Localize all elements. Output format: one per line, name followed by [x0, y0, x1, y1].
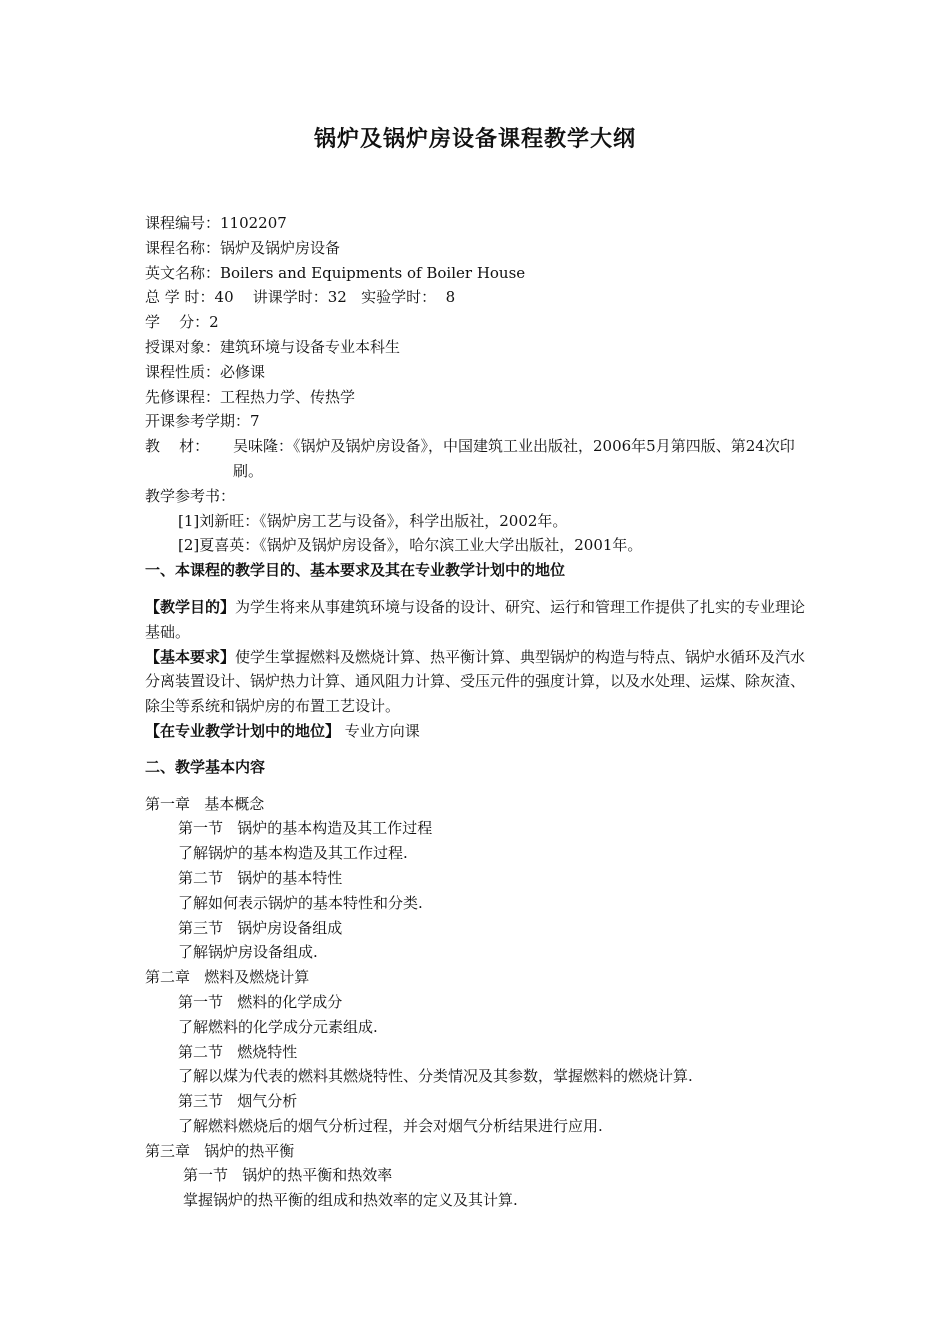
section-title: 第一节 锅炉的基本构造及其工作过程	[178, 819, 433, 838]
course-nature: 课程性质：必修课	[145, 362, 266, 381]
section-description: 了解燃料的化学成分元素组成.	[178, 1017, 378, 1036]
textbook	[145, 434, 810, 484]
section-heading-1: 一、本课程的教学目的、基本要求及其在专业教学计划中的地位	[145, 561, 566, 580]
section-heading-2: 二、教学基本内容	[145, 757, 266, 776]
textbook-label: 教 材：	[145, 437, 210, 456]
section-description: 了解燃料燃烧后的烟气分析过程，并会对烟气分析结果进行应用.	[178, 1116, 603, 1135]
section-description: 掌握锅炉的热平衡的组成和热效率的定义及其计算.	[183, 1191, 518, 1210]
section-description: 了解锅炉房设备组成.	[178, 943, 318, 962]
section-title: 第二节 锅炉的基本特性	[178, 868, 343, 887]
teaching-purpose	[145, 595, 810, 645]
position-text: 专业方向课	[340, 721, 420, 740]
references-label: 教学参考书：	[145, 486, 236, 505]
position-label: 【在专业教学计划中的地位】	[145, 721, 341, 740]
section-description: 了解如何表示锅炉的基本特性和分类.	[178, 893, 423, 912]
section-description: 了解以煤为代表的燃料其燃烧特性、分类情况及其参数，掌握燃料的燃烧计算.	[178, 1067, 693, 1086]
textbook-value: 吴味隆：《锅炉及锅炉房设备》，中国建筑工业出版社，2006年5月第四版、第24次印刷。	[233, 437, 795, 480]
section-title: 第三节 锅炉房设备组成	[178, 918, 343, 937]
course-audience: 授课对象：建筑环境与设备专业本科生	[145, 337, 401, 356]
course-hours: 总 学 时：40 讲课学时：32 实验学时： 8	[145, 288, 456, 307]
section-title: 第一节 燃料的化学成分	[178, 992, 343, 1011]
document-body	[145, 211, 810, 1213]
chapter-title: 第三章 锅炉的热平衡	[145, 1141, 295, 1160]
basic-requirements	[145, 645, 810, 719]
purpose-text: 为学生将来从事建筑环境与设备的设计、研究、运行和管理工作提供了扎实的专业理论基础。	[145, 597, 806, 641]
purpose-label: 【教学目的】	[145, 597, 236, 616]
section-description: 了解锅炉的基本构造及其工作过程.	[178, 844, 408, 863]
course-code: 课程编号：1102207	[145, 214, 287, 232]
course-prerequisites: 先修课程：工程热力学、传热学	[145, 387, 356, 406]
requirements-text: 使学生掌握燃料及燃烧计算、热平衡计算、典型锅炉的构造与特点、锅炉水循环及汽水分离装置设计、锅炉热力计算、通风阻力计算、受压元件的强度计算，以及水处理、运煤、除灰渣、除尘等系统和锅炉房的布置工艺设计。	[145, 647, 806, 716]
reference-item: [2]夏喜英：《锅炉及锅炉房设备》，哈尔滨工业大学出版社，2001年。	[178, 536, 643, 555]
reference-item: [1]刘新旺：《锅炉房工艺与设备》，科学出版社，2002年。	[178, 511, 568, 530]
course-name: 课程名称：锅炉及锅炉房设备	[145, 238, 341, 257]
course-semester: 开课参考学期：7	[145, 412, 260, 431]
section-title: 第二节 燃烧特性	[178, 1042, 298, 1061]
course-credits: 学 分：2	[145, 313, 219, 332]
english-name: 英文名称：Boilers and Equipments of Boiler House	[145, 263, 526, 282]
section-title: 第三节 烟气分析	[178, 1092, 298, 1111]
requirements-label: 【基本要求】	[145, 647, 236, 666]
chapter-title: 第一章 基本概念	[145, 794, 265, 813]
chapter-title: 第二章 燃料及燃烧计算	[145, 968, 310, 987]
curriculum-position	[145, 719, 810, 744]
section-title: 第一节 锅炉的热平衡和热效率	[183, 1166, 393, 1185]
page-title: 锅炉及锅炉房设备课程教学大纲	[313, 127, 636, 152]
